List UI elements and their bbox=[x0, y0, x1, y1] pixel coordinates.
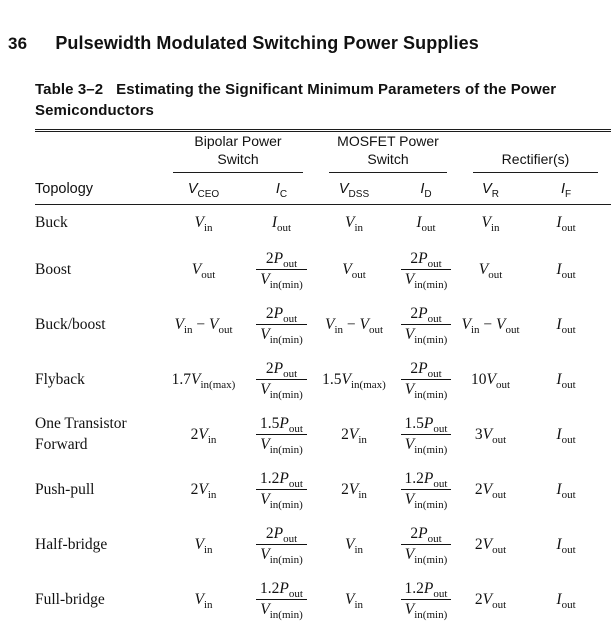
math-expression: $3V_{out}$ bbox=[474, 425, 507, 446]
value-cell bbox=[521, 204, 611, 242]
value-cell bbox=[392, 204, 460, 242]
fraction-numerator: $2P_{out}$ bbox=[265, 360, 298, 381]
fraction bbox=[401, 360, 451, 399]
group-header-mosfet bbox=[316, 132, 460, 173]
value-cell bbox=[392, 242, 460, 297]
math-expression: $I_{out}$ bbox=[556, 260, 576, 281]
value-cell bbox=[392, 572, 460, 627]
math-expression: $V_{out}$ bbox=[342, 260, 366, 281]
table-row bbox=[35, 297, 611, 352]
math-expression: $I_{out}$ bbox=[556, 315, 576, 336]
value-cell bbox=[460, 407, 521, 462]
table-row bbox=[35, 242, 611, 297]
fraction bbox=[401, 250, 451, 289]
value-cell bbox=[392, 517, 460, 572]
value-cell bbox=[247, 407, 316, 462]
math-expression: $V_{in}$ bbox=[194, 535, 213, 556]
math-expression: $I_{out}$ bbox=[556, 425, 576, 446]
group-header-bipolar bbox=[160, 132, 316, 173]
value-cell bbox=[460, 462, 521, 517]
table-row bbox=[35, 352, 611, 407]
value-cell bbox=[392, 297, 460, 352]
column-header-vdss: $V_{DSS}$ bbox=[316, 173, 392, 205]
math-expression: $2V_{in}$ bbox=[190, 425, 217, 446]
value-cell bbox=[247, 352, 316, 407]
topology-cell: Push-pull bbox=[35, 480, 95, 498]
value-cell bbox=[160, 297, 247, 352]
group-label-bipolar-line1: Bipolar Power bbox=[194, 132, 282, 149]
math-expression: $V_{in} - V_{out}$ bbox=[174, 315, 233, 336]
value-cell bbox=[160, 517, 247, 572]
value-cell bbox=[460, 242, 521, 297]
value-cell bbox=[160, 204, 247, 242]
fraction-numerator: $2P_{out}$ bbox=[265, 305, 298, 326]
value-cell bbox=[160, 352, 247, 407]
value-cell bbox=[521, 352, 611, 407]
column-header-id: $I_D$ bbox=[392, 173, 460, 205]
table-row bbox=[35, 407, 611, 462]
fraction-denominator: $V_{in(min)}$ bbox=[401, 324, 451, 344]
value-cell bbox=[160, 572, 247, 627]
column-header-if: $I_F$ bbox=[521, 173, 611, 205]
math-expression: $V_{in}$ bbox=[344, 214, 364, 235]
fraction-numerator: $2P_{out}$ bbox=[410, 525, 442, 546]
fraction bbox=[401, 580, 452, 619]
math-expression: $V_{in}$ bbox=[344, 590, 364, 611]
group-label-bipolar-line2: Switch bbox=[217, 150, 259, 167]
column-header-row bbox=[35, 173, 611, 205]
table-head bbox=[35, 132, 611, 205]
fraction bbox=[256, 470, 307, 509]
fraction bbox=[256, 360, 306, 399]
math-expression: $I_{out}$ bbox=[556, 214, 576, 235]
topology-cell: Half-bridge bbox=[35, 535, 108, 553]
fraction-numerator: $2P_{out}$ bbox=[410, 305, 442, 326]
math-expression: $10V_{out}$ bbox=[470, 370, 511, 391]
value-cell bbox=[521, 297, 611, 352]
math-expression: $2V_{out}$ bbox=[474, 480, 507, 501]
value-cell bbox=[521, 572, 611, 627]
value-cell bbox=[316, 204, 392, 242]
value-cell bbox=[160, 242, 247, 297]
math-expression: $1.5V_{in(max)}$ bbox=[322, 370, 386, 391]
value-cell bbox=[521, 407, 611, 462]
value-cell bbox=[160, 407, 247, 462]
fraction-denominator: $V_{in(min)}$ bbox=[256, 544, 306, 564]
value-cell bbox=[316, 572, 392, 627]
fraction-denominator: $V_{in(min)}$ bbox=[401, 599, 452, 619]
column-header-ic: $I_C$ bbox=[247, 173, 316, 205]
value-cell bbox=[247, 517, 316, 572]
fraction bbox=[256, 525, 306, 564]
page-number: 36 bbox=[8, 34, 28, 53]
fraction bbox=[256, 305, 306, 344]
fraction-denominator: $V_{in(min)}$ bbox=[401, 434, 452, 454]
group-label-mosfet-line2: Switch bbox=[367, 150, 409, 167]
table-row bbox=[35, 572, 611, 627]
math-expression: $I_{out}$ bbox=[556, 480, 576, 501]
math-expression: $I_{out}$ bbox=[271, 214, 292, 235]
value-cell bbox=[247, 204, 316, 242]
group-underline-mosfet bbox=[329, 132, 447, 173]
group-header-rectifier bbox=[460, 132, 611, 173]
math-expression: $2V_{out}$ bbox=[474, 535, 507, 556]
value-cell bbox=[247, 242, 316, 297]
group-header-row bbox=[35, 132, 611, 173]
fraction-denominator: $V_{in(min)}$ bbox=[401, 379, 451, 399]
math-expression: $2V_{in}$ bbox=[341, 425, 367, 446]
fraction-numerator: $1.5P_{out}$ bbox=[404, 415, 448, 436]
value-cell bbox=[316, 242, 392, 297]
fraction-denominator: $V_{in(min)}$ bbox=[256, 269, 306, 289]
math-expression: $I_{out}$ bbox=[416, 214, 436, 235]
fraction-numerator: $2P_{out}$ bbox=[410, 250, 442, 271]
table-caption bbox=[35, 79, 591, 122]
fraction-numerator: $2P_{out}$ bbox=[265, 525, 298, 546]
group-header-spacer bbox=[35, 132, 160, 173]
fraction-denominator: $V_{in(min)}$ bbox=[256, 489, 307, 509]
topology-cell: Buck bbox=[35, 214, 68, 232]
math-expression: $I_{out}$ bbox=[556, 535, 576, 556]
table-row bbox=[35, 517, 611, 572]
topology-cell: Boost bbox=[35, 260, 72, 278]
value-cell bbox=[316, 407, 392, 462]
math-expression: $V_{out}$ bbox=[191, 260, 216, 281]
math-expression: $I_{out}$ bbox=[556, 370, 576, 391]
fraction-numerator: $2P_{out}$ bbox=[410, 360, 442, 381]
running-head-title: Pulsewidth Modulated Switching Power Supplies bbox=[55, 33, 479, 53]
topology-cell: Flyback bbox=[35, 370, 85, 388]
fraction-denominator: $V_{in(min)}$ bbox=[256, 434, 307, 454]
value-cell bbox=[521, 517, 611, 572]
math-expression: $V_{in}$ bbox=[194, 214, 213, 235]
column-header-topology: Topology bbox=[35, 173, 160, 205]
fraction-numerator: $1.2P_{out}$ bbox=[260, 580, 303, 601]
math-expression: $V_{in}$ bbox=[194, 590, 213, 611]
fraction-denominator: $V_{in(min)}$ bbox=[401, 544, 451, 564]
math-expression: $V_{in} - V_{out}$ bbox=[324, 315, 384, 336]
fraction bbox=[256, 415, 307, 454]
value-cell bbox=[460, 352, 521, 407]
math-expression: $1.7V_{in(max)}$ bbox=[171, 370, 236, 391]
math-expression: $2V_{in}$ bbox=[341, 480, 367, 501]
value-cell bbox=[460, 204, 521, 242]
group-label-mosfet-line1: MOSFET Power bbox=[337, 132, 439, 149]
group-underline-rectifier bbox=[473, 132, 598, 173]
value-cell bbox=[316, 352, 392, 407]
topology-cell: One Transistor Forward bbox=[35, 415, 127, 453]
fraction-numerator: $1.5P_{out}$ bbox=[260, 415, 303, 436]
math-expression: $2V_{out}$ bbox=[474, 590, 507, 611]
value-cell bbox=[247, 297, 316, 352]
value-cell bbox=[247, 572, 316, 627]
value-cell bbox=[316, 517, 392, 572]
fraction-denominator: $V_{in(min)}$ bbox=[256, 379, 306, 399]
column-header-vceo: $V_{CEO}$ bbox=[160, 173, 247, 205]
math-expression: $V_{in}$ bbox=[481, 214, 500, 235]
math-expression: $I_{out}$ bbox=[556, 590, 576, 611]
topology-cell: Full-bridge bbox=[35, 590, 105, 608]
group-underline-bipolar bbox=[173, 132, 303, 173]
fraction bbox=[256, 250, 306, 289]
page-header bbox=[0, 33, 614, 54]
fraction bbox=[401, 525, 451, 564]
value-cell bbox=[316, 462, 392, 517]
value-cell bbox=[160, 462, 247, 517]
fraction-numerator: $1.2P_{out}$ bbox=[404, 580, 448, 601]
value-cell bbox=[392, 352, 460, 407]
topology-cell: Buck/boost bbox=[35, 315, 106, 333]
math-expression: $V_{in} - V_{out}$ bbox=[461, 315, 520, 336]
value-cell bbox=[392, 462, 460, 517]
fraction-numerator: $2P_{out}$ bbox=[265, 250, 298, 271]
value-cell bbox=[392, 407, 460, 462]
fraction-numerator: $1.2P_{out}$ bbox=[260, 470, 303, 491]
table-row bbox=[35, 204, 611, 242]
fraction-denominator: $V_{in(min)}$ bbox=[256, 324, 306, 344]
fraction-numerator: $1.2P_{out}$ bbox=[404, 470, 448, 491]
value-cell bbox=[460, 572, 521, 627]
table-caption-text: Estimating the Significant Minimum Parameters of the Power Semiconductors bbox=[35, 81, 557, 120]
value-cell bbox=[247, 462, 316, 517]
table-row bbox=[35, 462, 611, 517]
value-cell bbox=[460, 517, 521, 572]
math-expression: $V_{in}$ bbox=[344, 535, 364, 556]
parameters-table bbox=[35, 132, 611, 628]
value-cell bbox=[521, 462, 611, 517]
fraction bbox=[256, 580, 307, 619]
fraction-denominator: $V_{in(min)}$ bbox=[401, 489, 452, 509]
math-expression: $2V_{in}$ bbox=[190, 480, 217, 501]
column-header-vr: $V_R$ bbox=[460, 173, 521, 205]
fraction-denominator: $V_{in(min)}$ bbox=[401, 269, 451, 289]
math-expression: $V_{out}$ bbox=[478, 260, 503, 281]
fraction bbox=[401, 305, 451, 344]
value-cell bbox=[460, 297, 521, 352]
fraction bbox=[401, 415, 452, 454]
value-cell bbox=[316, 297, 392, 352]
value-cell bbox=[521, 242, 611, 297]
group-label-rectifier-line1: Rectifier(s) bbox=[501, 150, 570, 167]
fraction bbox=[401, 470, 452, 509]
table-body bbox=[35, 204, 611, 627]
fraction-denominator: $V_{in(min)}$ bbox=[256, 599, 307, 619]
table-caption-label: Table 3–2 bbox=[35, 81, 104, 98]
